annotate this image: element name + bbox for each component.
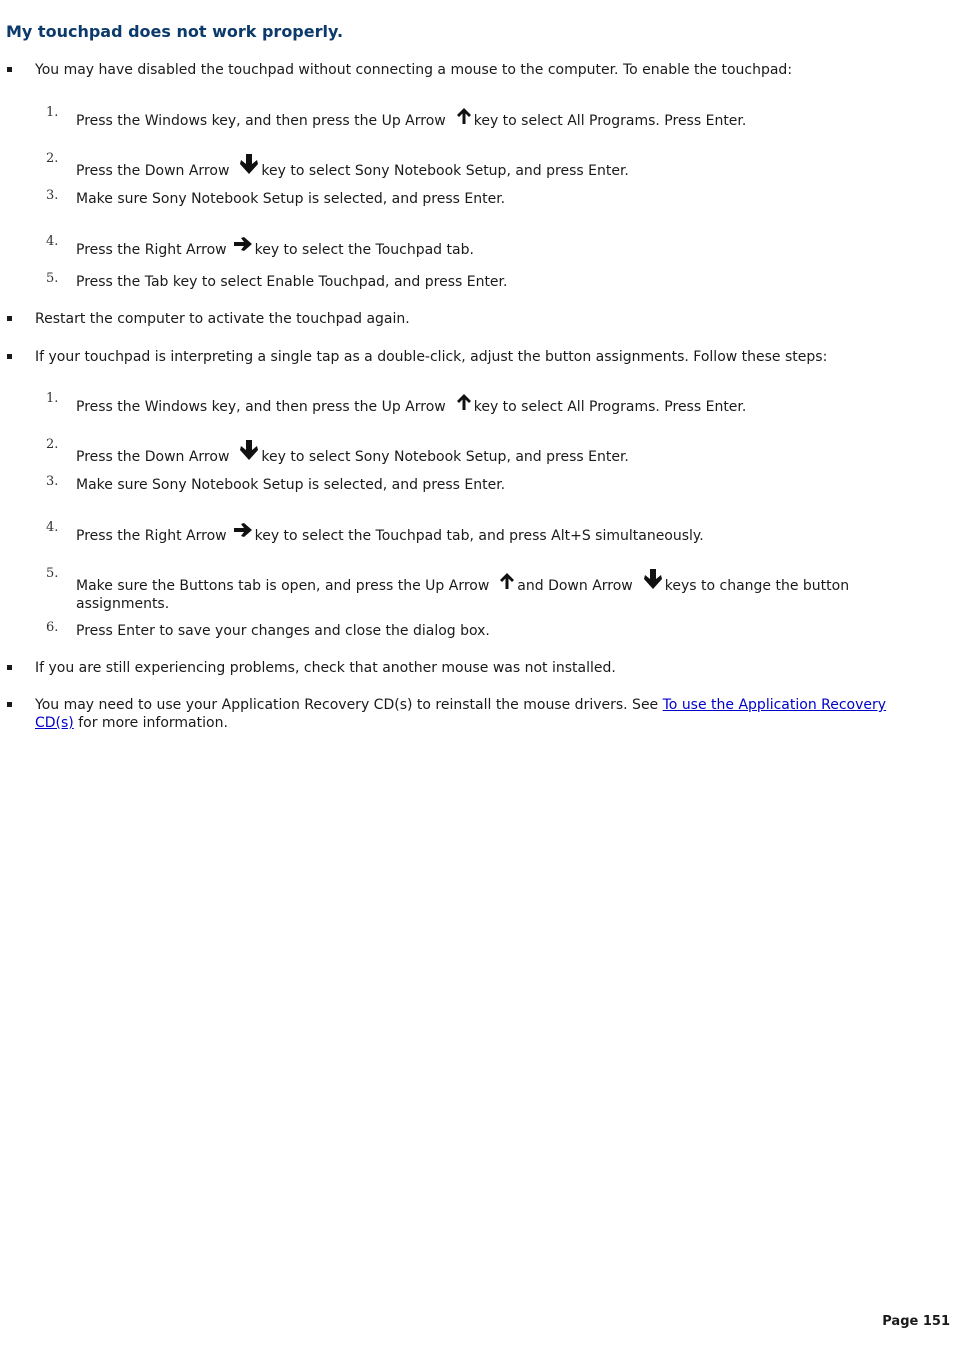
step-number: 3. <box>46 474 59 489</box>
step-number: 2. <box>46 437 59 452</box>
bullet-text-part: for more information. <box>78 715 228 731</box>
step-text <box>76 439 886 466</box>
step-number: 5. <box>46 566 59 581</box>
step-text-part: key to select Sony Notebook Setup, and press Enter. <box>261 449 629 465</box>
step-number: 6. <box>46 620 59 635</box>
up-arrow-icon <box>499 572 515 590</box>
step-text: Make sure Sony Notebook Setup is selected, and press Enter. <box>76 477 506 493</box>
step-text <box>76 568 886 613</box>
step-text <box>76 393 886 416</box>
step-text: Press Enter to save your changes and close the dialog box. <box>76 623 490 639</box>
right-arrow-icon <box>233 236 253 252</box>
right-arrow-icon <box>233 522 253 538</box>
bullet-text: Restart the computer to activate the touchpad again. <box>35 311 410 327</box>
step-text: Make sure Sony Notebook Setup is selected, and press Enter. <box>76 191 506 207</box>
step-text <box>76 107 886 130</box>
step-number: 3. <box>46 188 59 203</box>
bullet-text: If your touchpad is interpreting a single tap as a double-click, adjust the button assignments. Follow these steps: <box>35 349 828 365</box>
step-text <box>76 153 886 180</box>
bullet-text-part: You may need to use your Application Recovery CD(s) to reinstall the mouse drivers. See <box>35 697 659 713</box>
step-text-part: Make sure the Buttons tab is open, and press the Up Arrow <box>76 578 490 594</box>
down-arrow-icon <box>239 153 259 175</box>
step-text-part: key to select All Programs. Press Enter. <box>473 399 747 415</box>
application-recovery-link[interactable]: To use the Application Recovery CD(s) <box>35 697 887 731</box>
down-arrow-icon <box>643 568 663 590</box>
bullet-text: If you are still experiencing problems, check that another mouse was not installed. <box>35 660 616 676</box>
page-title: My touchpad does not work properly. <box>6 22 344 41</box>
down-arrow-icon <box>239 439 259 461</box>
step-text-part: key to select Sony Notebook Setup, and press Enter. <box>261 163 629 179</box>
step-text-part: keys to change the button assignments. <box>76 578 850 612</box>
step-text-part: key to select the Touchpad tab. <box>254 242 474 258</box>
step-text-part: Press the Right Arrow <box>76 242 227 258</box>
step-number: 1. <box>46 391 59 406</box>
step-text-part: key to select All Programs. Press Enter. <box>473 113 747 129</box>
step-text-part: Press the Right Arrow <box>76 528 227 544</box>
step-text-part: key to select the Touchpad tab, and press Alt+S simultaneously. <box>254 528 704 544</box>
step-number: 4. <box>46 520 59 535</box>
step-text: Press the Tab key to select Enable Touchpad, and press Enter. <box>76 274 508 290</box>
bullet-square-icon <box>7 316 12 321</box>
step-text-part: Press the Down Arrow <box>76 449 230 465</box>
bullet-square-icon <box>7 702 12 707</box>
step-text <box>76 236 886 259</box>
step-text-part: Press the Down Arrow <box>76 163 230 179</box>
bullet-square-icon <box>7 665 12 670</box>
step-text-part: Press the Windows key, and then press the Up Arrow <box>76 113 446 129</box>
bullet-square-icon <box>7 67 12 72</box>
step-text-part: and Down Arrow <box>517 578 633 594</box>
bullet-square-icon <box>7 354 12 359</box>
step-number: 5. <box>46 271 59 286</box>
step-text <box>76 522 886 545</box>
step-text-part: Press the Windows key, and then press the Up Arrow <box>76 399 446 415</box>
up-arrow-icon <box>456 107 472 125</box>
bullet-text <box>35 696 895 732</box>
step-number: 4. <box>46 234 59 249</box>
bullet-text: You may have disabled the touchpad without connecting a mouse to the computer. To enable the touchpad: <box>35 62 793 78</box>
up-arrow-icon <box>456 393 472 411</box>
step-number: 2. <box>46 151 59 166</box>
step-number: 1. <box>46 105 59 120</box>
page-number: Page 151 <box>882 1314 950 1329</box>
